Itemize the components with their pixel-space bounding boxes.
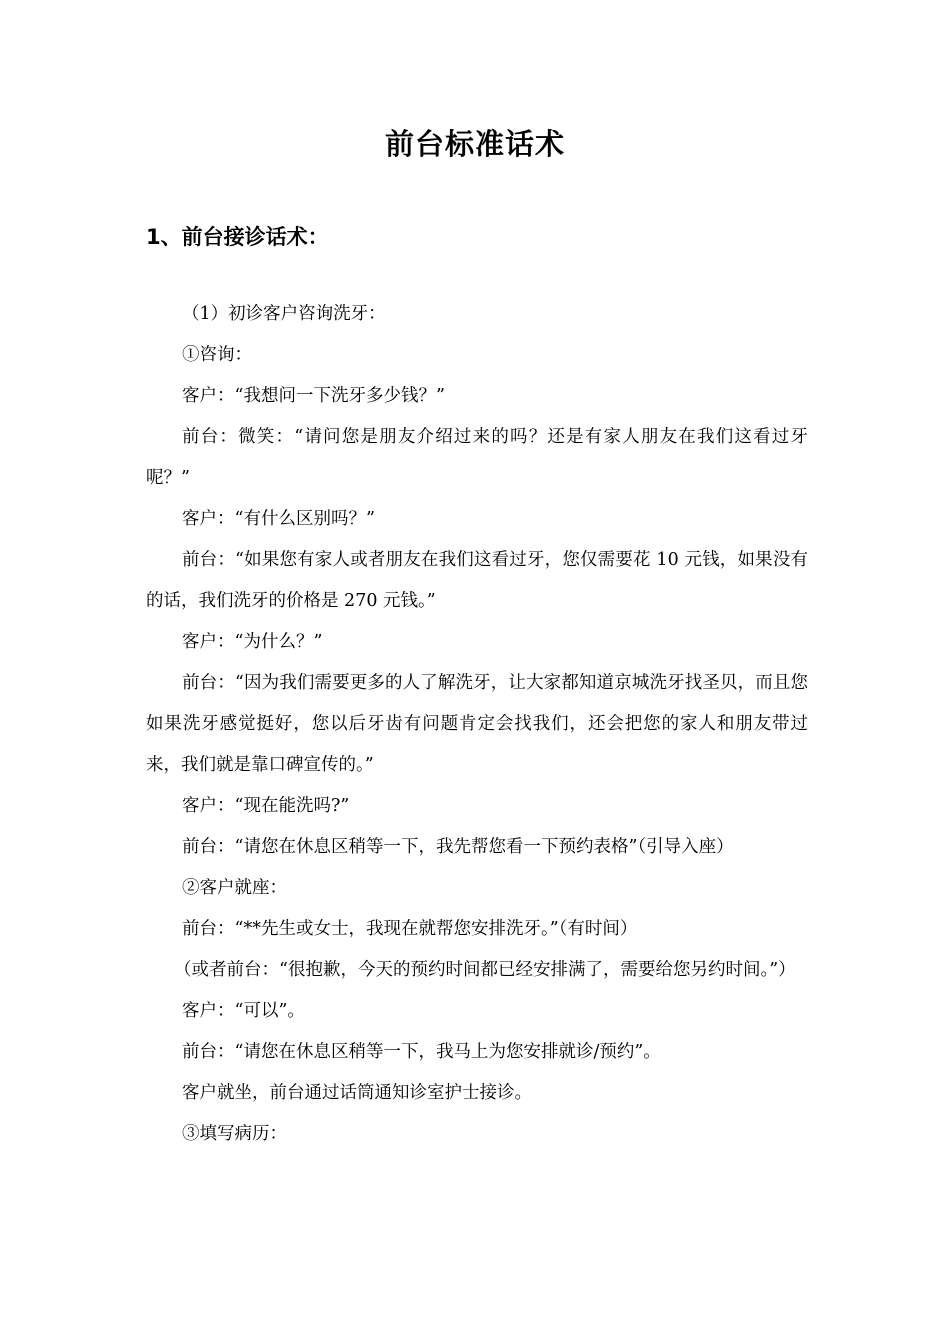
paragraph-step-label: ②客户就座：: [182, 878, 287, 898]
paragraph-dialogue: 客户：“可以”。: [182, 1001, 305, 1021]
paragraph-step-label: ①咨询：: [182, 345, 252, 365]
paragraph-dialogue: 前台：“请您在休息区稍等一下，我马上为您安排就诊/预约”。: [182, 1042, 661, 1062]
document-title: 前台标准话术: [384, 127, 565, 161]
document-body: [146, 294, 808, 1155]
paragraph-dialogue: 前台：“因为我们需要更多的人了解洗牙，让大家都知道京城洗牙找圣贝，而且您如果洗牙感觉挺好，您以后牙齿有问题肯定会找我们，还会把您的家人和朋友带过来，我们就是靠口碑宣传的。”: [146, 673, 808, 775]
paragraph-dialogue: 客户：“有什么区别吗？”: [182, 509, 375, 529]
paragraph-dialogue: 客户：“现在能洗吗?”: [182, 796, 350, 816]
paragraph-dialogue-alternative: （或者前台：“很抱歉，今天的预约时间都已经安排满了，需要给您另约时间。”）: [174, 960, 796, 980]
paragraph-dialogue: 前台：“**先生或女士，我现在就帮您安排洗牙。”（有时间）: [182, 919, 638, 939]
paragraph-dialogue: 客户：“为什么？”: [182, 632, 323, 652]
paragraph-dialogue: 前台：“请您在休息区稍等一下，我先帮您看一下预约表格”（引导入座）: [182, 837, 734, 857]
paragraph-step-label: ③填写病历：: [182, 1124, 287, 1144]
paragraph-narration: 客户就坐，前台通过话筒通知诊室护士接诊。: [182, 1083, 532, 1103]
paragraph-subheading: （1）初诊客户咨询洗牙：: [182, 304, 386, 324]
paragraph-dialogue: 前台：“如果您有家人或者朋友在我们这看过牙，您仅需要花 10 元钱，如果没有的话，我们洗牙的价格是 270 元钱。”: [146, 550, 808, 611]
paragraph-dialogue: 前台：微笑：“请问您是朋友介绍过来的吗？还是有家人朋友在我们这看过牙呢？”: [146, 427, 808, 488]
paragraph-dialogue: 客户：“我想问一下洗牙多少钱？”: [182, 386, 445, 406]
section-heading: 1、前台接诊话术：: [146, 225, 329, 249]
